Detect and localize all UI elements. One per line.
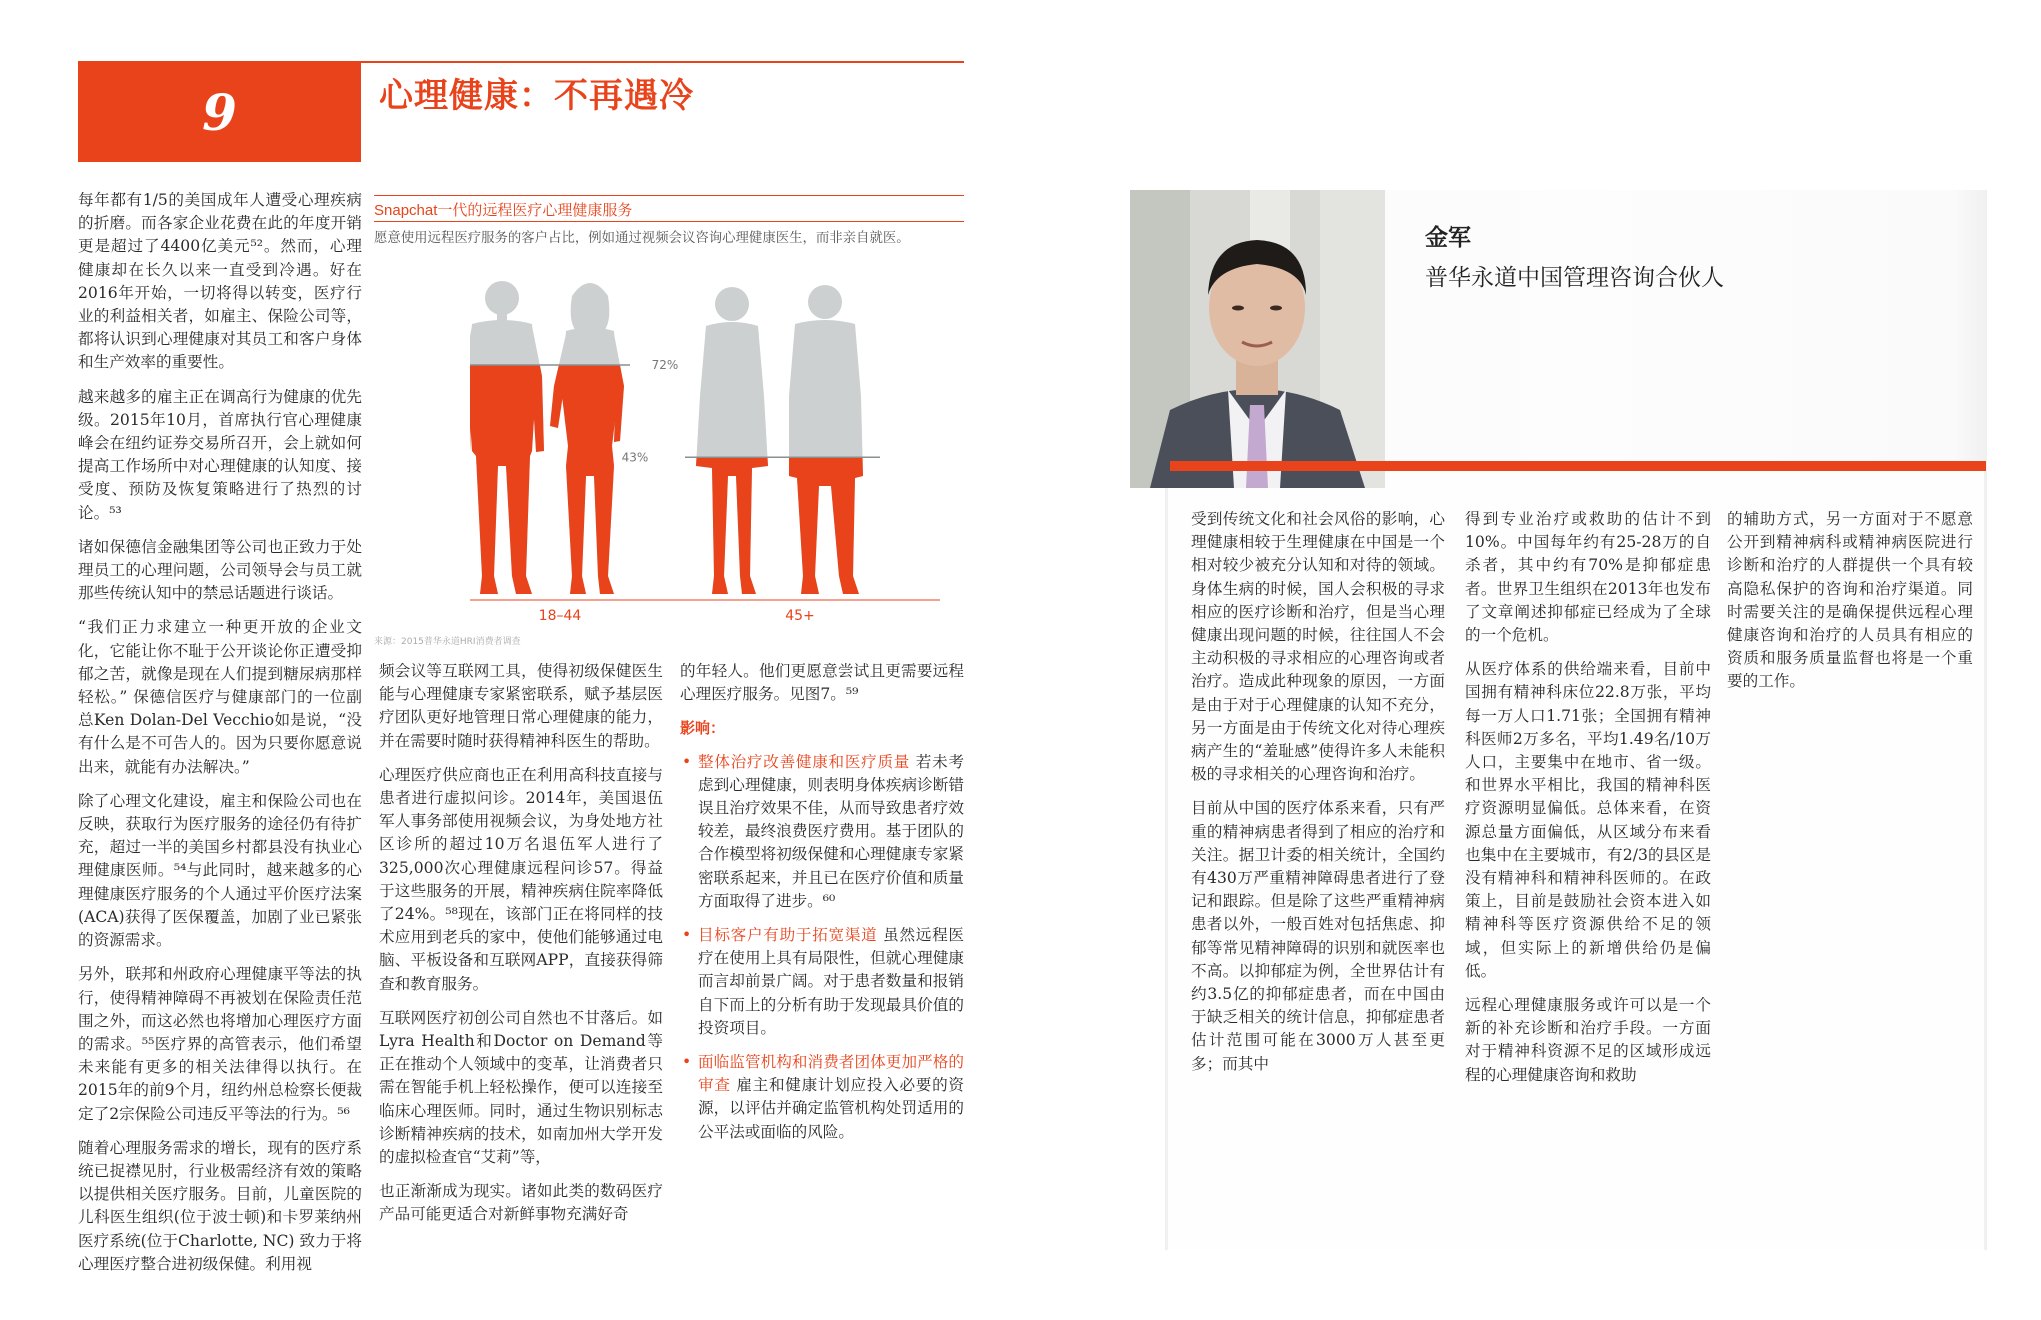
middle-text-column (379, 660, 663, 1238)
paragraph: 互联网医疗初创公司自然也不甘落后。如Lyra Health和Doctor on Demand等正在推动个人领域中的变革，让消费者只需在智能手机上轻松操作，便可以连接至临床心理医师。同时，通过生物识别标志诊断精神疾病的技术，如南加州大学开发的虚拟检查官“艾莉”等， (379, 1008, 663, 1167)
paragraph: 越来越多的雇主正在调高行为健康的优先级。2015年10月，首席执行官心理健康峰会在纽约证券交易所召开，会上就如何提高工作场所中对心理健康的认知度、接受度、预防及恢复策略进行了热烈的讨论。⁵³ (78, 387, 362, 522)
page-title: 心理健康：不再遇冷 (379, 76, 694, 116)
bullet-text: 虽然远程医疗在使用上具有局限性，但就心理健康而言却前景广阔。对于患者数量和报销自下而上的分析有助于发现最具价值的投资项目。 (698, 926, 964, 1037)
figure-silhouette (696, 287, 768, 594)
author-photo (1130, 190, 1385, 488)
paragraph: 也正渐渐成为现实。诸如此类的数码医疗产品可能更适合对新鲜事物充满好奇 (379, 1182, 663, 1224)
chapter-number: 9 (202, 83, 237, 142)
value-label: 43% (621, 450, 649, 465)
chapter-badge (78, 61, 361, 162)
paragraph: 另外，联邦和州政府心理健康平等法的执行，使得精神障碍不再被划在保险责任范围之外，而这必然也将增加心理医疗方面的需求。⁵⁵医疗界的高管表示，他们希望未来能有更多的相关法律得以执行。在2015年的前9个月，纽约州总检察长便裁定了2宗保险公司违反平等法的行为。⁵⁶ (78, 965, 362, 1123)
bullet-dot: • (682, 926, 692, 945)
category-label: 45+ (785, 608, 815, 624)
paragraph: 频会议等互联网工具，使得初级保健医生能与心理健康专家紧密联系，赋予基层医疗团队更好地管理日常心理健康的能力，并在需要时随时获得精神科医生的帮助。 (379, 662, 663, 750)
paragraph: “我们正力求建立一种更开放的企业文化，它能让你不耻于公开谈论你正遭受抑郁之苦，就像是现在人们提到糖尿病那样轻松。” 保德信医疗与健康部门的一位副总Ken Dolan-Del Vecchio如是说，“没有什么是不可告人的。因为只要你愿意说出来，就能有办法解决。” (78, 618, 362, 776)
bullet-lead: 整体治疗改善健康和医疗质量 (698, 752, 911, 771)
impact-bullet (680, 751, 964, 913)
paragraph: 目前从中国的医疗体系来看，只有严重的精神病患者得到了相应的治疗和关注。据卫计委的相关统计，全国约有430万严重精神障碍患者进行了登记和跟踪。但是除了这些严重精神病患者以外，一般百姓对包括焦虑、抑郁等常见精神障碍的识别和就医率也不高。以抑郁症为例，全世界估计有约3.5亿的抑郁症患者，而在中国由于缺乏相关的统计信息，抑郁症患者估计范围可能在3000万人甚至更多；而其中 (1191, 799, 1445, 1073)
paragraph: 的年轻人。他们更愿意尝试且更需要远程心理医疗服务。见图7。⁵⁹ (680, 662, 964, 704)
right-text-column-3 (1727, 508, 1973, 705)
chart-top-rule (374, 195, 964, 196)
chart-title: Snapchat一代的远程医疗心理健康服务 (374, 202, 633, 219)
author-name: 金军 (1425, 225, 1471, 251)
bullet-dot: • (682, 752, 692, 771)
paragraph: 除了心理文化建设，雇主和保险公司也在反映，获取行为医疗服务的途径仍有待扩充，超过一半的美国乡村都县没有执业心理健康医师。⁵⁴与此同时，越来越多的心理健康医疗服务的个人通过平价医疗法案(ACA)获得了医保覆盖，加剧了业已紧张的资源需求。 (78, 791, 362, 950)
author-title: 普华永道中国管理咨询合伙人 (1425, 265, 1724, 291)
chart-source: 来源：2015普华永道HRI消费者调查 (374, 637, 521, 647)
paragraph: 随着心理服务需求的增长，现有的医疗系统已捉襟见肘，行业极需经济有效的策略以提供相关医疗服务。目前，儿童医院的儿科医生组织(位于波士顿)和卡罗莱纳州医疗系统(位于Charlotte, NC) 致力于将心理医疗整合进初级保健。利用视 (78, 1138, 362, 1273)
bullet-lead: 面临监管机构和消费者团体更加严格的审查 (698, 1053, 964, 1095)
impact-bullet (680, 1051, 964, 1144)
paragraph: 受到传统文化和社会风俗的影响，心理健康相较于生理健康在中国是一个相对较少被充分认知和对待的领域。身体生病的时候，国人会积极的寻求相应的医疗诊断和治疗，但是当心理健康出现问题的时候，往往国人不会主动积极的寻求相应的心理咨询或者治疗。造成此种现象的原因，一方面是由于对于心理健康的认知不充分，另一方面是由于传统文化对待心理疾病产生的“羞耻感”使得许多人未能积极的寻求相关的心理咨询和治疗。 (1191, 510, 1445, 784)
right-text-column-2 (1465, 508, 1711, 1098)
chart-figures (470, 281, 863, 594)
paragraph: 远程心理健康服务或许可以是一个新的补充诊断和治疗手段。一方面对于精神科资源不足的区域形成远程的心理健康咨询和救助 (1465, 996, 1711, 1084)
figure-chart (470, 270, 940, 630)
left-text-column (78, 189, 362, 1287)
bullet-text: 雇主和健康计划应投入必要的资源，以评估并确定监管机构处罚适用的公平法或面临的风险。 (698, 1076, 964, 1141)
chart-subtitle: 愿意使用远程医疗服务的客户占比，例如通过视频会议咨询心理健康医生，而非亲自就医。 (374, 231, 910, 246)
paragraph: 得到专业治疗或救助的估计不到10%。中国每年约有25-28万的自杀者，其中约有70%是抑郁症患者。世界卫生组织在2013年也发布了文章阐述抑郁症已经成为了全球的一个危机。 (1465, 510, 1711, 645)
category-label: 18–44 (538, 608, 582, 624)
paragraph: 心理医疗供应商也正在利用高科技直接与患者进行虚拟问诊。2014年，美国退伍军人事务部使用视频会议，为身处地方社区诊所的超过10万名退伍军人进行了325,000次心理健康远程问诊57。得益于这些服务的开展，精神疾病住院率降低了24%。⁵⁸现在，该部门正在将同样的技术应用到老兵的家中，使他们能够通过电脑、平板设备和互联网APP，直接获得筛查和教育服务。 (379, 765, 663, 993)
bullet-lead: 目标客户有助于拓宽渠道 (698, 926, 878, 945)
paragraph: 每年都有1/5的美国成年人遭受心理疾病的折磨。而各家企业花费在此的年度开销更是超过了4400亿美元⁵²。然而，心理健康却在长久以来一直受到冷遇。好在2016年开始，一切将得以转变，医疗行业的利益相关者，如雇主、保险公司等，都将认识到心理健康对其员工和客户身体和生产效率的重要性。 (78, 191, 362, 372)
impact-bullet (680, 924, 964, 1040)
paragraph: 诸如保德信金融集团等公司也正致力于处理员工的心理问题，公司领导会与员工就那些传统认知中的禁忌话题进行谈话。 (78, 537, 362, 603)
bullet-dot: • (682, 1053, 692, 1072)
author-banner-bar (1170, 461, 1986, 471)
chart-title-rule (374, 221, 964, 222)
impact-heading: 影响： (680, 719, 726, 738)
value-label: 72% (651, 358, 679, 373)
right-text-column-1 (1191, 508, 1445, 1087)
paragraph: 的辅助方式，另一方面对于不愿意公开到精神病科或精神病医院进行诊断和治疗的人群提供一个具有较高隐私保护的咨询和治疗渠道。同时需要关注的是确保提供远程心理健康咨询和治疗的人员具有相应的资质和服务质量监督也将是一个重要的工作。 (1727, 510, 1973, 691)
impact-text-column (680, 660, 964, 1155)
paragraph: 从医疗体系的供给端来看，目前中国拥有精神科床位22.8万张，平均每一万人口1.71张；全国拥有精神科医师2万多名，平均1.49名/10万人口，主要集中在地市、省一级。和世界水平相比，我国的精神科医疗资源明显偏低。总体来看，在资源总量方面偏低，从区域分布来看也集中在主要城市，有2/3的县区是没有精神科和精神科医师的。在政策上，目前是鼓励社会资本进入如精神科等医疗资源供给不足的领域，但实际上的新增供给仍是偏低。 (1465, 660, 1711, 980)
bullet-text: 若未考虑到心理健康，则表明身体疾病诊断错误且治疗效果不佳，从而导致患者疗效较差，最终浪费医疗费用。基于团队的合作模型将初级保健和心理健康专家紧密联系起来，并且已在医疗价值和质量方面取得了进步。⁶⁰ (698, 752, 964, 910)
